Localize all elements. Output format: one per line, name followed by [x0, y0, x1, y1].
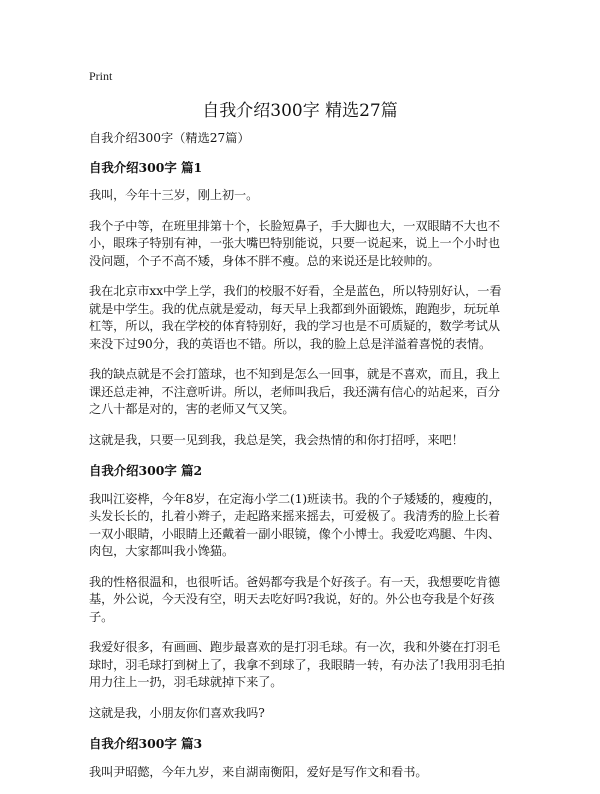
paragraph: 我爱好很多，有画画、跑步最喜欢的是打羽毛球。有一次，我和外婆在打羽毛球时，羽毛球打到树上了，我拿不到球了，我眼睛一转，有办法了!我用羽毛拍用力往上一扔，羽毛球就掉下来了。	[89, 640, 505, 689]
document-subtitle: 自我介绍300字（精选27篇）	[89, 131, 250, 145]
paragraph: 我的性格很温和，也很听话。爸妈都夸我是个好孩子。有一天，我想要吃肯德基，外公说，今天没有空，明天去吃好吗?我说，好的。外公也夸我是个好孩子。	[89, 574, 500, 624]
paragraph: 这就是我，小朋友你们喜欢我吗?	[89, 705, 265, 720]
print-label: Print	[89, 69, 113, 83]
paragraph: 我叫江姿桦，今年8岁，在定海小学二(1)班读书。我的个子矮矮的，瘦瘦的，头发长长的，扎着小辫子，走起路来摇来摇去，可爱极了。我清秀的脸上长着一双小眼睛，小眼睛上还戴着一副小眼镜，像个小博士。我爱吃鸡腿、牛肉、肉包，大家都叫我小馋猫。	[89, 491, 501, 558]
section-heading-1: 自我介绍300字 篇1	[89, 159, 203, 175]
paragraph: 我在北京市xx中学上学，我们的校服不好看，全是蓝色，所以特别好认，一看就是中学生。我的优点就是爱动，每天早上我都到外面锻炼，跑跑步，玩玩单杠等，所以，我在学校的体育特别好，我的学习也是不可质疑的，数学考试从来没下过90分，我的英语也不错。所以，我的脸上总是洋溢着喜悦的表情。	[89, 284, 502, 351]
paragraph: 我个子中等，在班里排第十个，长脸短鼻子，手大脚也大，一双眼睛不大也不小，眼珠子特别有神，一张大嘴巴特别能说，只要一说起来，说上一个小时也没问题，个子不高不矮，身体不胖不瘦。总的来说还是比较帅的。	[89, 218, 500, 268]
document-body	[89, 130, 511, 794]
paragraph: 我的缺点就是不会打篮球，也不知到是怎么一回事，就是不喜欢，而且，我上课还总走神，不注意听讲。所以，老师叫我后，我还满有信心的站起来，百分之八十都是对的，害的老师又气又笑。	[89, 367, 500, 416]
section-heading-3: 自我介绍300字 篇3	[89, 736, 203, 751]
paragraph: 我叫，今年十三岁，刚上初一。	[89, 188, 259, 202]
paragraph: 这就是我，只要一见到我，我总是笑，我会热情的和你打招呼，来吧！	[89, 432, 464, 447]
document-title: 自我介绍300字 精选27篇	[202, 101, 398, 121]
section-heading-2: 自我介绍300字 篇2	[89, 463, 203, 478]
paragraph: 我叫尹昭懿，今年九岁，来自湖南衡阳，爱好是写作文和看书。	[89, 764, 428, 779]
